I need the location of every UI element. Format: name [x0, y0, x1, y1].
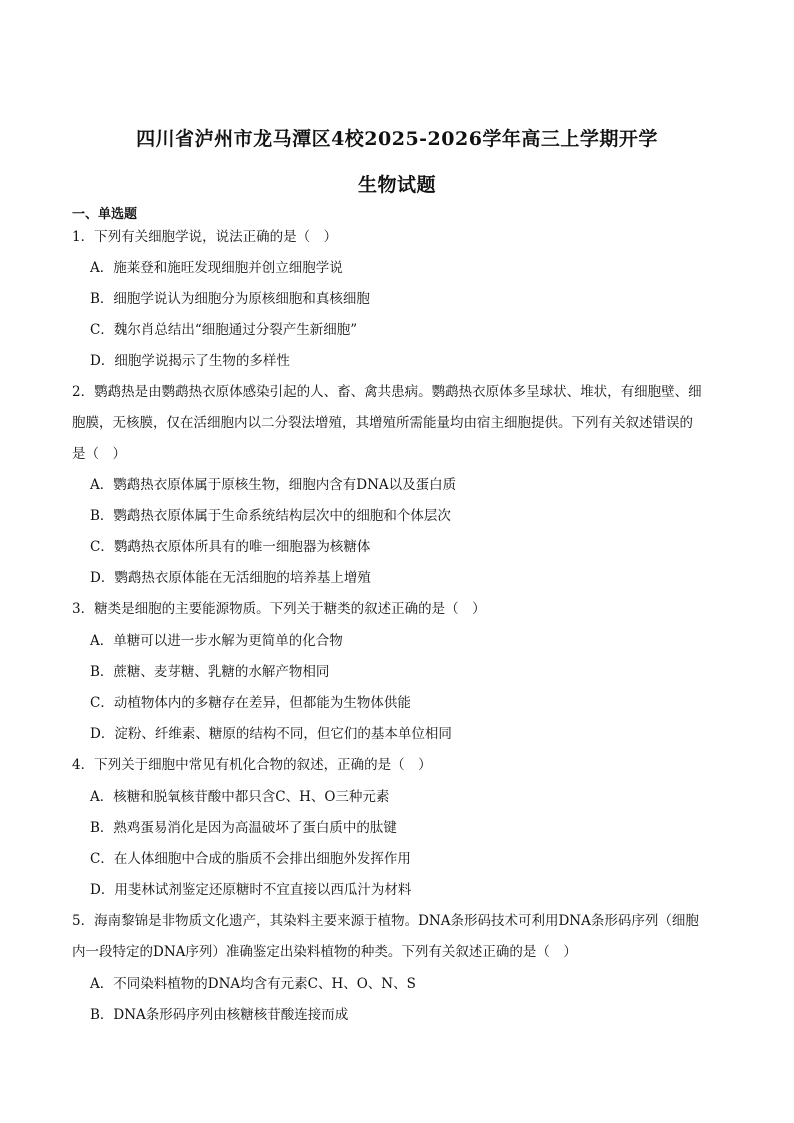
question-1-option-c: C．魏尔肖总结出“细胞通过分裂产生新细胞” [90, 322, 358, 338]
question-5-stem-line1: 5．海南黎锦是非物质文化遗产，其染料主要来源于植物。DNA条形码技术可利用DNA条形码序列（细胞 [72, 913, 699, 929]
question-2-stem-line3: 是（ ） [72, 446, 126, 462]
question-1-option-a: A．施莱登和施旺发现细胞并创立细胞学说 [90, 260, 343, 276]
question-4-option-c: C．在人体细胞中合成的脂质不会排出细胞外发挥作用 [90, 851, 411, 867]
question-3-option-c: C．动植物体内的多糖存在差异，但都能为生物体供能 [90, 695, 411, 711]
question-3-option-d: D．淀粉、纤维素、糖原的结构不同，但它们的基本单位相同 [90, 726, 452, 742]
question-2-option-a: A．鹦鹉热衣原体属于原核生物，细胞内含有DNA以及蛋白质 [90, 477, 457, 493]
question-3-stem: 3．糖类是细胞的主要能源物质。下列关于糖类的叙述正确的是（ ） [72, 601, 486, 617]
exam-title-line2: 生物试题 [357, 174, 436, 196]
question-1-option-d: D．细胞学说揭示了生物的多样性 [90, 353, 290, 369]
question-3-option-a: A．单糖可以进一步水解为更简单的化合物 [90, 633, 343, 649]
question-4-option-a: A．核糖和脱氧核苷酸中都只含C、H、O三种元素 [90, 789, 390, 805]
question-4-option-b: B．熟鸡蛋易消化是因为高温破坏了蛋白质中的肽键 [90, 820, 397, 836]
question-2-option-c: C．鹦鹉热衣原体所具有的唯一细胞器为核糖体 [90, 539, 371, 555]
question-2-option-b: B．鹦鹉热衣原体属于生命系统结构层次中的细胞和个体层次 [90, 508, 451, 524]
question-3-option-b: B．蔗糖、麦芽糖、乳糖的水解产物相同 [90, 664, 330, 680]
question-4-option-d: D．用斐林试剂鉴定还原糖时不宜直接以西瓜汁为材料 [90, 882, 412, 898]
question-1-option-b: B．细胞学说认为细胞分为原核细胞和真核细胞 [90, 291, 370, 307]
exam-title-line1: 四川省泸州市龙马潭区4校2025-2026学年高三上学期开学 [136, 128, 658, 150]
section-heading: 一、单选题 [72, 207, 138, 222]
question-1-stem: 1．下列有关细胞学说，说法正确的是（ ） [72, 229, 338, 245]
question-5-option-a: A．不同染料植物的DNA均含有元素C、H、O、N、S [90, 976, 416, 992]
question-5-stem-line2: 内一段特定的DNA序列）准确鉴定出染料植物的种类。下列有关叙述正确的是（ ） [72, 944, 577, 960]
question-2-stem-line1: 2．鹦鹉热是由鹦鹉热衣原体感染引起的人、畜、禽共患病。鹦鹉热衣原体多呈球状、堆状，有细胞壁、细 [72, 384, 702, 400]
question-2-option-d: D．鹦鹉热衣原体能在无活细胞的培养基上增殖 [90, 570, 371, 586]
question-5-option-b: B．DNA条形码序列由核糖核苷酸连接而成 [90, 1007, 349, 1023]
question-4-stem: 4．下列关于细胞中常见有机化合物的叙述，正确的是（ ） [72, 757, 432, 773]
question-2-stem-line2: 胞膜，无核膜，仅在活细胞内以二分裂法增殖，其增殖所需能量均由宿主细胞提供。下列有关叙述错误的 [72, 415, 693, 431]
